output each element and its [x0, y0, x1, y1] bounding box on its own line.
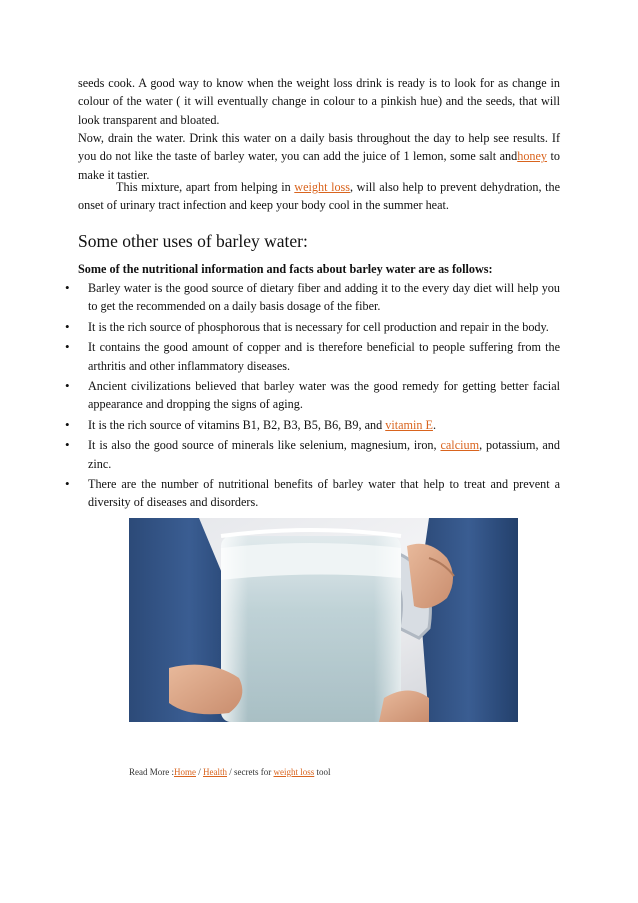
- list-item: [65, 318, 560, 336]
- intro-text-3-end: , will also help to prevent dehydration, the onset of urinary tract infection and keep your body cool in the summer heat.: [78, 180, 560, 213]
- list-item: [65, 338, 560, 375]
- intro-paragraph-3: [78, 178, 560, 215]
- fact-text: It is the rich source of vitamins B1, B2, B3, B5, B6, B9, and: [88, 417, 386, 432]
- section-heading: Some other uses of barley water:: [78, 231, 308, 251]
- fact-text: It contains the good amount of copper and is therefore beneficial to people suffering from the arthritis and other inflammatory diseases.: [88, 340, 560, 373]
- bullet-icon: •: [65, 416, 70, 432]
- list-item: [65, 475, 560, 512]
- bullet-icon: •: [65, 476, 70, 492]
- list-item: [65, 279, 560, 316]
- weight-loss-link[interactable]: weight loss: [294, 180, 351, 194]
- fact-text: It is the rich source of phosphorous that is necessary for cell production and repair in the body.: [88, 319, 549, 334]
- read-more-footer: [129, 767, 331, 777]
- list-item: [65, 377, 560, 414]
- fact-text: There are the number of nutritional benefits of barley water that help to treat and prevent a diversity of diseases and disorders.: [88, 477, 560, 510]
- read-more-suffix: tool: [314, 767, 331, 777]
- intro-paragraph-1: [78, 74, 560, 129]
- read-more-prefix: Read More :: [129, 767, 174, 777]
- intro-text-2: Now, drain the water. Drink this water on a daily basis throughout the day to help see results. If you do not like the taste of barley water, you can add the juice of 1 lemon, some salt and: [78, 131, 560, 164]
- section-subheading: Some of the nutritional information and facts about barley water are as follows:: [78, 262, 493, 276]
- fact-text-end: .: [432, 417, 437, 432]
- vitamin-e-link[interactable]: vitamin E: [385, 417, 433, 432]
- list-item: [65, 416, 560, 434]
- calcium-link[interactable]: calcium: [440, 438, 480, 453]
- intro-paragraph-2: [78, 129, 560, 184]
- fact-text: It is also the good source of minerals like selenium, magnesium, iron,: [88, 438, 441, 453]
- fact-text-end: , potassium, and zinc.: [88, 438, 560, 471]
- bullet-icon: •: [65, 280, 70, 295]
- footer-weight-loss-link[interactable]: weight loss: [273, 767, 315, 777]
- intro-text-1: seeds cook. A good way to know when the weight loss drink is ready is to look for as change in colour of the water ( it will eventually change in colour to a pinkish hue) and the seeds, that will look transparent and bloated.: [78, 76, 560, 127]
- pitcher-photo: [129, 518, 518, 722]
- honey-link[interactable]: honey: [517, 149, 548, 164]
- pitcher-of-barley-water-icon: [129, 518, 518, 722]
- intro-text-2-end: to make it tastier.: [78, 149, 560, 182]
- list-item: [65, 436, 560, 473]
- bullet-icon: •: [65, 339, 70, 355]
- separator: / secrets for: [227, 767, 274, 777]
- home-link[interactable]: Home: [174, 767, 196, 777]
- facts-list: [65, 279, 560, 514]
- separator: /: [196, 767, 204, 777]
- bullet-icon: •: [65, 437, 70, 453]
- fact-text: Barley water is the good source of dietary fiber and adding it to the every day diet will help you to get the recommended on a daily basis dosage of the fiber.: [88, 281, 560, 314]
- bullet-icon: •: [65, 318, 70, 334]
- fact-text: Ancient civilizations believed that barley water was the good remedy for getting better facial appearance and dropping the signs of aging.: [88, 379, 560, 412]
- health-link[interactable]: Health: [203, 767, 228, 777]
- bullet-icon: •: [65, 378, 70, 394]
- intro-text-3-start: This mixture, apart from helping in: [116, 180, 295, 194]
